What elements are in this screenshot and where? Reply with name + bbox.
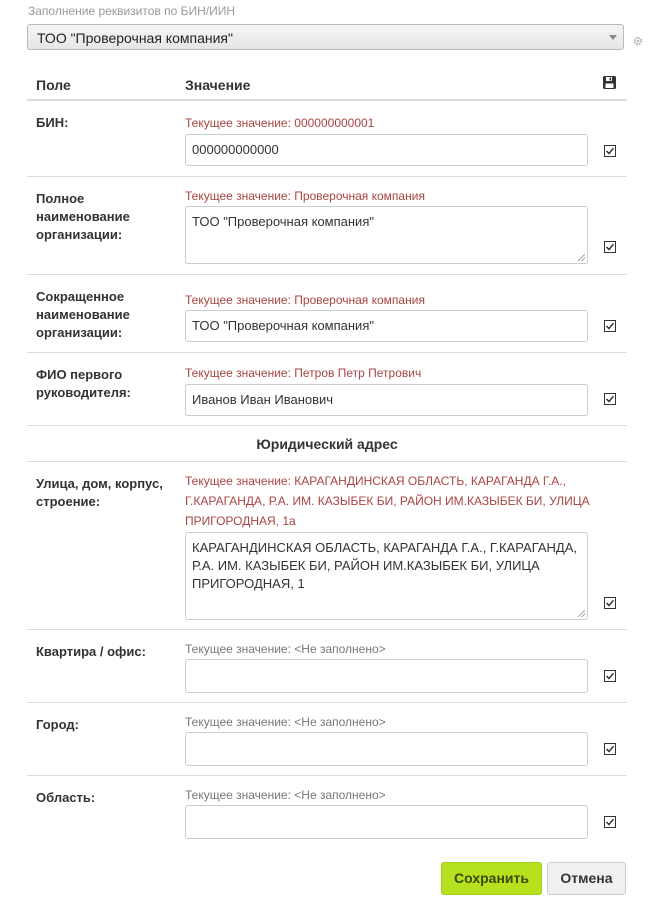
bin-input[interactable]: 000000000000 <box>185 134 588 166</box>
table-row <box>27 630 627 703</box>
table-row <box>27 703 627 776</box>
checked-checkbox-icon[interactable] <box>604 597 616 609</box>
row-label: Полное наименование организации: <box>36 191 130 242</box>
section-title: Юридический адрес <box>256 436 398 452</box>
requisites-table <box>27 66 627 848</box>
company-select[interactable] <box>27 24 624 50</box>
row-label: Улица, дом, корпус, строение: <box>36 476 163 509</box>
director-name-input[interactable]: Иванов Иван Иванович <box>185 384 588 416</box>
current-value: Текущее значение: <Не заполнено> <box>185 715 386 729</box>
table-row <box>27 776 627 848</box>
current-value: Текущее значение: <Не заполнено> <box>185 642 386 656</box>
table-row <box>27 353 627 426</box>
table-row <box>27 275 627 353</box>
current-value: Текущее значение: Петров Петр Петрович <box>185 366 422 380</box>
current-value: Текущее значение: Проверочная компания <box>185 293 425 307</box>
checked-checkbox-icon[interactable] <box>604 670 616 682</box>
checked-checkbox-icon[interactable] <box>604 145 616 157</box>
cancel-button[interactable]: Отмена <box>547 862 626 895</box>
checked-checkbox-icon[interactable] <box>604 241 616 253</box>
region-input[interactable] <box>185 805 588 839</box>
row-label: Квартира / офис: <box>36 644 146 659</box>
apartment-input[interactable] <box>185 659 588 693</box>
table-row <box>27 177 627 275</box>
short-name-input[interactable]: ТОО "Проверочная компания" <box>185 310 588 342</box>
gear-icon[interactable] <box>633 36 643 46</box>
company-select-value: ТОО "Проверочная компания" <box>37 30 233 46</box>
checked-checkbox-icon[interactable] <box>604 743 616 755</box>
checked-checkbox-icon[interactable] <box>604 816 616 828</box>
current-value: Текущее значение: КАРАГАНДИНСКАЯ ОБЛАСТЬ, КАРАГАНДА Г.А., Г.КАРАГАНДА, Р.А. ИМ. КАЗЫБЕК БИ, РАЙОН ИМ.КАЗЫБЕК БИ, УЛИЦА ПРИГОРОДНАЯ, 1а <box>185 474 590 528</box>
floppy-disk-icon[interactable] <box>603 76 616 92</box>
column-value-header: Значение <box>185 77 251 93</box>
chevron-down-icon <box>609 35 617 40</box>
legal-address-section <box>27 426 627 462</box>
current-value: Текущее значение: <Не заполнено> <box>185 788 386 802</box>
city-input[interactable] <box>185 732 588 766</box>
current-value: Текущее значение: Проверочная компания <box>185 189 425 203</box>
street-textarea[interactable]: КАРАГАНДИНСКАЯ ОБЛАСТЬ, КАРАГАНДА Г.А., Г.КАРАГАНДА, Р.А. ИМ. КАЗЫБЕК БИ, РАЙОН ИМ.КАЗЫБЕК БИ, УЛИЦА ПРИГОРОДНАЯ, 1 <box>185 532 588 620</box>
checked-checkbox-icon[interactable] <box>604 320 616 332</box>
row-label: Город: <box>36 717 79 732</box>
current-value: Текущее значение: 000000000001 <box>185 116 375 130</box>
full-name-textarea[interactable]: ТОО "Проверочная компания" <box>185 206 588 264</box>
fill-by-bin-label: Заполнение реквизитов по БИН/ИИН <box>28 4 236 18</box>
row-label: БИН: <box>36 115 69 130</box>
save-button[interactable]: Сохранить <box>441 862 542 895</box>
column-field-header: Поле <box>36 77 71 93</box>
table-row <box>27 101 627 177</box>
table-header <box>27 66 627 101</box>
checked-checkbox-icon[interactable] <box>604 393 616 405</box>
row-label: Сокращенное наименование организации: <box>36 289 130 340</box>
row-label: Область: <box>36 790 96 805</box>
table-row <box>27 462 627 630</box>
row-label: ФИО первого руководителя: <box>36 367 131 400</box>
